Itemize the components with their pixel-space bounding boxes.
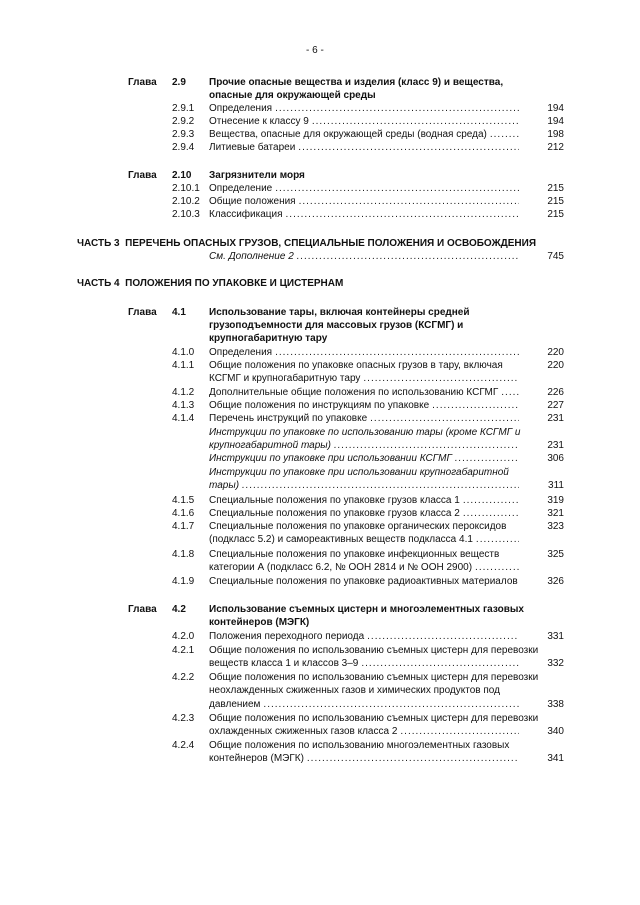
toc-page: 220 xyxy=(547,347,564,358)
toc-entry[interactable] xyxy=(209,725,519,738)
toc-page: 226 xyxy=(547,387,564,398)
toc-entry[interactable] xyxy=(209,412,519,425)
toc-entry[interactable] xyxy=(209,575,519,588)
toc-entry-text: охлажденных сжиженных газов класса 2 xyxy=(209,726,398,737)
toc-entry-text: тары) xyxy=(209,480,240,491)
chapter-title: Использование тары, включая контейнеры средней xyxy=(209,307,470,318)
toc-entry[interactable] xyxy=(209,102,519,115)
toc-page: 227 xyxy=(547,400,564,411)
toc-entry[interactable] xyxy=(209,452,519,465)
chapter-title: Загрязнители моря xyxy=(209,170,305,181)
chapter-title: Использование съемных цистерн и многоэлементных газовых xyxy=(209,604,524,615)
toc-entry-text: Общие положения xyxy=(209,196,296,207)
toc-entry-text: КСГМГ и крупногабаритную тару xyxy=(209,373,361,384)
toc-page: 745 xyxy=(547,251,564,262)
chapter-number: 4.1 xyxy=(172,307,186,318)
toc-entry-text: Литиевые батареи xyxy=(209,142,296,153)
section-number: 4.2.4 xyxy=(172,740,195,751)
toc-entry[interactable] xyxy=(209,494,519,507)
toc-entry[interactable] xyxy=(209,439,519,452)
toc-entry-text: Положения переходного периода xyxy=(209,631,365,642)
toc-entry-text: Специальные положения по упаковке инфекционных веществ xyxy=(209,549,500,560)
toc-page: 326 xyxy=(547,576,564,587)
toc-entry-text: Дополнительные общие положения по использованию КСГМГ xyxy=(209,387,499,398)
chapter-title: опасные для окружающей среды xyxy=(209,90,376,101)
toc-page: 215 xyxy=(547,196,564,207)
section-number: 4.2.3 xyxy=(172,713,195,724)
section-number: 4.1.7 xyxy=(172,521,195,532)
toc-entry-text: Определения xyxy=(209,103,273,114)
toc-entry-text: (подкласс 5.2) и самореактивных веществ подкласса 4.1 xyxy=(209,534,473,545)
section-number: 4.2.0 xyxy=(172,631,195,642)
toc-entry[interactable] xyxy=(209,533,519,546)
toc-entry-text: Общие положения по упаковке опасных грузов в тару, включая xyxy=(209,360,503,371)
chapter-label: Глава xyxy=(128,307,157,318)
toc-page: 194 xyxy=(547,116,564,127)
toc-page: 212 xyxy=(547,142,564,153)
toc-page: 231 xyxy=(547,440,564,451)
toc-page: 231 xyxy=(547,413,564,424)
section-number: 2.9.4 xyxy=(172,142,195,153)
section-number: 2.9.2 xyxy=(172,116,195,127)
toc-page: 325 xyxy=(547,549,564,560)
section-number: 4.2.1 xyxy=(172,645,195,656)
toc-entry-text: давлением xyxy=(209,699,261,710)
toc-page: 331 xyxy=(547,631,564,642)
toc-entry-text: Инструкции по упаковке при использовании КСГМГ xyxy=(209,453,452,464)
section-number: 2.10.1 xyxy=(172,183,200,194)
chapter-number: 4.2 xyxy=(172,604,186,615)
chapter-label: Глава xyxy=(128,77,157,88)
toc-entry[interactable] xyxy=(209,386,519,399)
toc-entry[interactable] xyxy=(209,115,519,128)
toc-entry-text: Определение xyxy=(209,183,273,194)
chapter-title: крупногабаритную тару xyxy=(209,333,328,344)
toc-entry-text: Определения xyxy=(209,347,273,358)
chapter-label: Глава xyxy=(128,604,157,615)
toc-entry[interactable] xyxy=(209,657,519,670)
toc-page: 194 xyxy=(547,103,564,114)
toc-entry[interactable] xyxy=(209,141,519,154)
toc-entry-text: Общие положения по использованию съемных цистерн для перевозки xyxy=(209,672,539,683)
toc-entry[interactable] xyxy=(209,399,519,412)
toc-entry-text: Инструкции по упаковке по использованию тары (кроме КСГМГ и xyxy=(209,427,521,438)
toc-entry-text: крупногабаритной тары) xyxy=(209,440,331,451)
toc-entry[interactable] xyxy=(209,630,519,643)
section-number: 4.1.0 xyxy=(172,347,195,358)
section-number: 4.1.4 xyxy=(172,413,195,424)
page-number: - 6 - xyxy=(306,45,324,56)
toc-entry-text: Специальные положения по упаковке грузов класса 1 xyxy=(209,495,460,506)
toc-page: 319 xyxy=(547,495,564,506)
toc-entry-text: См. Дополнение 2 xyxy=(209,251,294,262)
toc-entry-text: Специальные положения по упаковке органических пероксидов xyxy=(209,521,507,532)
toc-entry[interactable] xyxy=(209,752,519,765)
toc-page: 341 xyxy=(547,753,564,764)
section-number: 2.10.3 xyxy=(172,209,200,220)
toc-page: 323 xyxy=(547,521,564,532)
toc-entry[interactable] xyxy=(209,195,519,208)
chapter-title: контейнеров (МЭГК) xyxy=(209,617,310,628)
section-number: 4.1.9 xyxy=(172,576,195,587)
toc-page: 215 xyxy=(547,209,564,220)
toc-page: 321 xyxy=(547,508,564,519)
toc-entry-text: Общие положения по использованию многоэлементных газовых xyxy=(209,740,510,751)
section-number: 4.1.8 xyxy=(172,549,195,560)
toc-entry-text: Отнесение к классу 9 xyxy=(209,116,309,127)
chapter-title: Прочие опасные вещества и изделия (класс 9) и вещества, xyxy=(209,77,504,88)
chapter-title: грузоподъемности для массовых грузов (КСГМГ) и xyxy=(209,320,464,331)
section-number: 2.9.3 xyxy=(172,129,195,140)
toc-page: 332 xyxy=(547,658,564,669)
section-number: 4.2.2 xyxy=(172,672,195,683)
toc-entry[interactable] xyxy=(209,250,519,263)
toc-page: 306 xyxy=(547,453,564,464)
toc-page: 338 xyxy=(547,699,564,710)
section-number: 4.1.6 xyxy=(172,508,195,519)
toc-page: 311 xyxy=(548,480,564,491)
chapter-number: 2.9 xyxy=(172,77,186,88)
section-number: 4.1.2 xyxy=(172,387,195,398)
chapter-number: 2.10 xyxy=(172,170,192,181)
toc-entry-text: Общие положения по использованию съемных цистерн для перевозки xyxy=(209,713,539,724)
part-heading: ЧАСТЬ 3 ПЕРЕЧЕНЬ ОПАСНЫХ ГРУЗОВ, СПЕЦИАЛЬНЫЕ ПОЛОЖЕНИЯ И ОСВОБОЖДЕНИЯ xyxy=(77,238,537,249)
toc-page: 198 xyxy=(547,129,564,140)
toc-entry-text: веществ класса 1 и классов 3–9 xyxy=(209,658,359,669)
section-number: 4.1.1 xyxy=(172,360,195,371)
toc-entry[interactable] xyxy=(209,372,519,385)
toc-entry[interactable] xyxy=(209,479,519,492)
chapter-label: Глава xyxy=(128,170,157,181)
toc-entry[interactable] xyxy=(209,561,519,574)
toc-entry-text: категории А (подкласс 6.2, № ООН 2814 и № ООН 2900) xyxy=(209,562,473,573)
toc-entry[interactable] xyxy=(209,182,519,195)
toc-entry[interactable] xyxy=(209,208,519,221)
toc-entry[interactable] xyxy=(209,346,519,359)
toc-entry-text: Общие положения по инструкциям по упаковке xyxy=(209,400,430,411)
toc-entry-text: Специальные положения по упаковке радиоактивных материалов xyxy=(209,576,518,587)
toc-entry[interactable] xyxy=(209,507,519,520)
toc-page: 215 xyxy=(547,183,564,194)
toc-entry-text: неохлажденных сжиженных газов и химических продуктов под xyxy=(209,685,500,696)
toc-page: 220 xyxy=(547,360,564,371)
toc-entry[interactable] xyxy=(209,698,519,711)
toc-entry-text: Перечень инструкций по упаковке xyxy=(209,413,368,424)
toc-entry-text: Классификация xyxy=(209,209,283,220)
toc-entry[interactable] xyxy=(209,128,519,141)
section-number: 2.9.1 xyxy=(172,103,195,114)
section-number: 4.1.3 xyxy=(172,400,195,411)
toc-entry-text: Вещества, опасные для окружающей среды (водная среда) xyxy=(209,129,487,140)
toc-entry-text: Специальные положения по упаковке грузов класса 2 xyxy=(209,508,460,519)
toc-entry-text: Инструкции по упаковке при использовании крупногабаритной xyxy=(209,467,509,478)
toc-entry-text: контейнеров (МЭГК) xyxy=(209,753,304,764)
section-number: 2.10.2 xyxy=(172,196,200,207)
part-heading: ЧАСТЬ 4 ПОЛОЖЕНИЯ ПО УПАКОВКЕ И ЦИСТЕРНАМ xyxy=(77,278,344,289)
toc-page: 340 xyxy=(547,726,564,737)
toc-entry-text: Общие положения по использованию съемных цистерн для перевозки xyxy=(209,645,539,656)
section-number: 4.1.5 xyxy=(172,495,195,506)
